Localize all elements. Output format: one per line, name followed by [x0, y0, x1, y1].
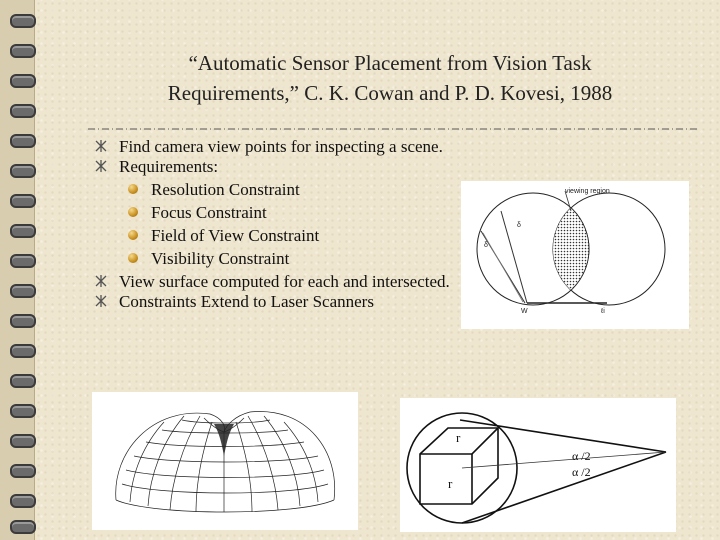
cube-cone-diagram: [400, 398, 676, 532]
binding-ring-icon: [10, 494, 36, 508]
bullet-text: Constraints Extend to Laser Scanners: [119, 292, 374, 311]
gold-dot-icon: [128, 230, 138, 240]
x-bullet-icon: [95, 160, 107, 172]
binding-ring-icon: [10, 520, 36, 534]
base-left-label: W: [521, 308, 528, 315]
sub-bullet-item: [95, 203, 455, 222]
binding-ring-icon: [10, 104, 36, 118]
sub-bullet-text: Visibility Constraint: [151, 249, 290, 268]
gold-dot-icon: [128, 184, 138, 194]
bullet-item: [95, 157, 455, 176]
binding-ring-icon: [10, 344, 36, 358]
bullet-item: [95, 292, 455, 311]
gold-dot-icon: [128, 253, 138, 263]
viewing-region-figure: [461, 181, 689, 329]
cube-cone-figure: [400, 398, 676, 532]
binding-ring-icon: [10, 164, 36, 178]
x-bullet-icon: [95, 275, 107, 287]
binding-ring-icon: [10, 44, 36, 58]
base-right-label: ℓi: [601, 308, 605, 315]
bullet-text: Find camera view points for inspecting a scene.: [119, 137, 443, 156]
x-bullet-icon: [95, 295, 107, 307]
binding-ring-icon: [10, 284, 36, 298]
sub-bullet-item: [95, 226, 455, 245]
delta-label: δ: [484, 242, 488, 249]
gold-dot-icon: [128, 207, 138, 217]
wireframe-dome-diagram: [92, 392, 358, 530]
wireframe-dome-figure: [92, 392, 358, 530]
bullet-text: Requirements:: [119, 157, 219, 176]
bullet-text: View surface computed for each and intersected.: [119, 272, 450, 291]
title-divider: [88, 126, 698, 132]
viewing-region-label: viewing region: [565, 188, 610, 195]
binding-ring-icon: [10, 404, 36, 418]
binding-ring-icon: [10, 224, 36, 238]
title-line-2: Requirements,” C. K. Cowan and P. D. Kovesi, 1988: [167, 81, 613, 105]
binding-ring-icon: [10, 464, 36, 478]
sub-bullet-item: [95, 249, 455, 268]
binding-ring-icon: [10, 434, 36, 448]
bullet-item: [95, 137, 455, 156]
cube-left-label: r: [448, 476, 453, 491]
sub-bullet-text: Resolution Constraint: [151, 180, 300, 199]
angle-top-label: α /2: [572, 449, 591, 463]
slide-title: [90, 48, 690, 108]
sub-bullet-text: Field of View Constraint: [151, 226, 320, 245]
binding-ring-icon: [10, 134, 36, 148]
binding-ring-icon: [10, 74, 36, 88]
binding-ring-icon: [10, 314, 36, 328]
x-bullet-icon: [95, 140, 107, 152]
viewing-region-diagram: [461, 181, 689, 329]
binding-ring-icon: [10, 14, 36, 28]
angle-bottom-label: α /2: [572, 465, 591, 479]
slide-binding-strip: [0, 0, 35, 540]
binding-ring-icon: [10, 254, 36, 268]
binding-ring-icon: [10, 374, 36, 388]
cube-top-label: r: [456, 430, 461, 445]
bullet-item: [95, 272, 455, 291]
title-line-1: “Automatic Sensor Placement from Vision Task: [188, 51, 592, 75]
bullet-list: [95, 137, 455, 312]
sub-bullet-item: [95, 180, 455, 199]
binding-ring-icon: [10, 194, 36, 208]
ray-label: δ: [517, 222, 521, 229]
sub-bullet-text: Focus Constraint: [151, 203, 267, 222]
